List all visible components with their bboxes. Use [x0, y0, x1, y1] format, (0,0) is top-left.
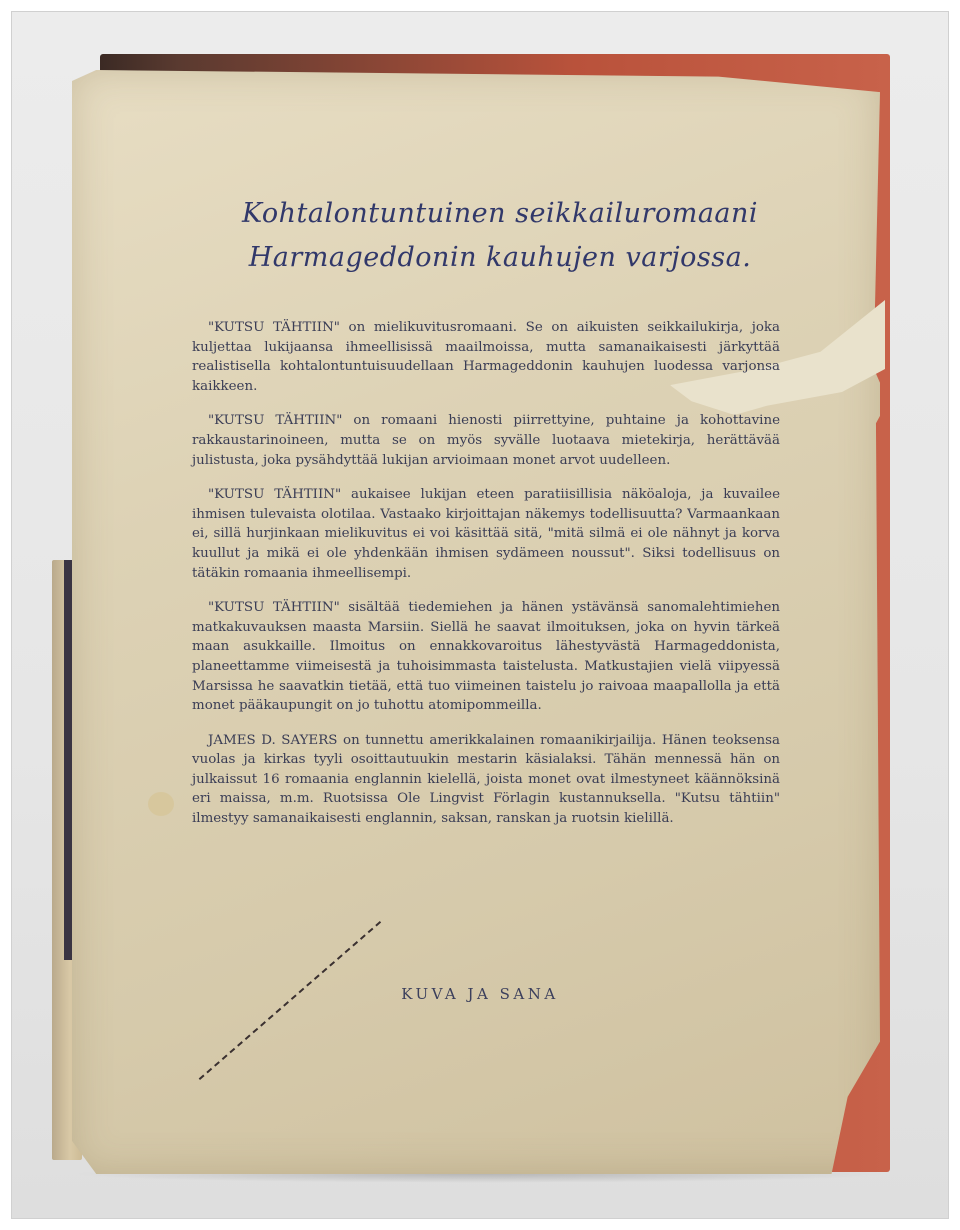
blurb-paragraph-1: "KUTSU TÄHTIIN" on mielikuvitusromaani. Se on aikuisten seikkailukirja, joka kuljettaa lukijaansa ihmeellisissä maailmoissa, mutta samanaikaisesti järkyttää realistisella kohtalontuntuisuudellaan Harmageddonin kauhujen luodessa varjonsa kaikkeen. — [192, 320, 780, 394]
paper-stain — [148, 792, 174, 816]
publisher-name: KUVA JA SANA — [401, 985, 559, 1003]
blurb-paragraph-2: "KUTSU TÄHTIIN" on romaani hienosti piirrettyine, puhtaine ja kohottavine rakkaustarinoineen, mutta se on myös syvälle luotaava mietekirja, herättävää julistusta, joka pysähdyttää lukijan arvioimaan monet arvot uudelleen. — [192, 413, 780, 468]
author-paragraph: JAMES D. SAYERS on tunnettu amerikkalainen romaanikirjailija. Hänen teoksensa vuolas ja kirkas tyyli osoittautuukin mestarin käsialaksi. Tähän mennessä hän on julkaissut 16 romaania englannin kielellä, joista monet ovat ilmestyneet käännöksinä eri maissa, m.m. Ruotsissa Ole Lingvist Förlagin kustannuksella. "Kutsu tähtiin" ilmestyy samanaikaisesti englannin, saksan, ranskan ja ruotsin kielillä. — [192, 732, 780, 827]
blurb-paragraph-4: "KUTSU TÄHTIIN" sisältää tiedemiehen ja hänen ystävänsä sanomalehtimiehen matkakuvauksen maasta Marsiin. Siellä he saavat ilmoituksen, joka on hyvin tärkeä maan asukkaille. Ilmoitus on ennakkovaroitus lähestyvästä Harmageddonista, planeettamme viimeisestä ja tuhoisimmasta taistelusta. Matkustajien vielä viipyessä Marsissa he saavatkin tietää, että tuo viimeinen taistelu jo raivoaa maapallolla ja että monet pääkaupungit on jo tuhottu atomipommeilla. — [192, 600, 780, 714]
headline-line-1: Kohtalontuntuinen seikkailuromaani — [241, 198, 759, 229]
blurb-paragraph-3: "KUTSU TÄHTIIN" aukaisee lukijan eteen paratiisillisia näköaloja, ja kuvailee ihmisen tulevaista olotilaa. Vastaako kirjoittajan näkemys todellisuutta? Varmaankaan ei, sillä hurjinkaan mielikuvitus ei voi käsittää sitä, "mitä silmä ei ole nähnyt ja korva kuullut ja mikä ei ole yhdenkään ihmisen sydämeen noussut". Siksi todellisuus on tätäkin romaania ihmeellisempi. — [192, 487, 780, 581]
headline-line-2: Harmageddonin kauhujen varjossa. — [248, 242, 752, 273]
blurb-headline — [200, 192, 800, 280]
blurb-body — [192, 318, 780, 844]
